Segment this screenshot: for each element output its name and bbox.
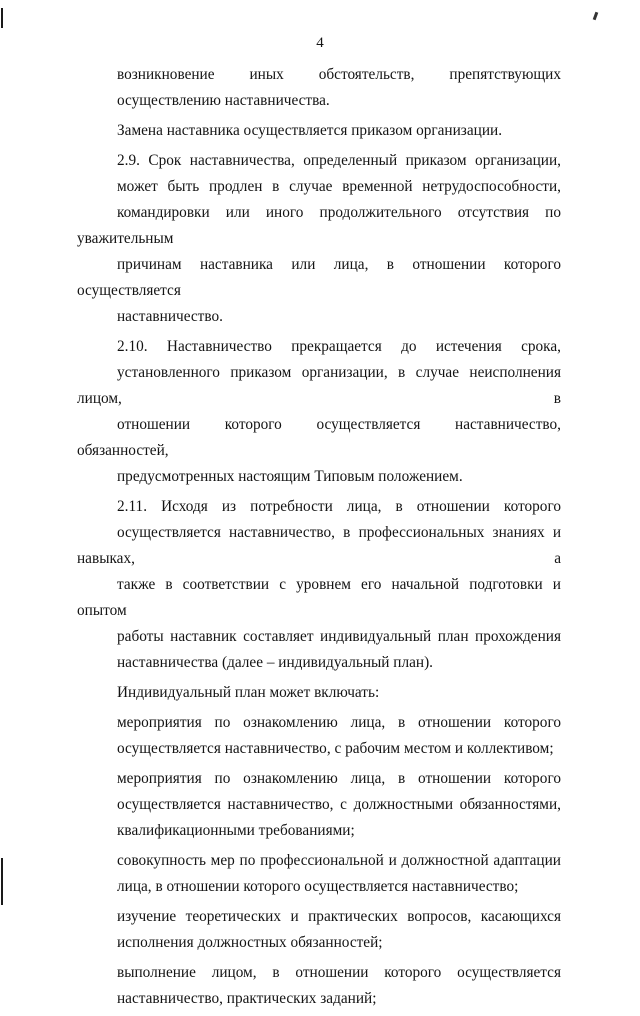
- text-line: осуществляется наставничество, с должностными обязанностями,: [117, 796, 561, 813]
- text-line: наставничества (далее – индивидуальный план).: [117, 654, 434, 671]
- text-line: изучение теоретических и практических вопросов, касающихся: [117, 908, 561, 925]
- paragraph: [77, 118, 561, 144]
- text-line: наставничество.: [117, 308, 223, 325]
- text-line: Индивидуальный план может включать:: [117, 684, 380, 701]
- text-line: командировки или иного продолжительного отсутствия по уважительным: [77, 204, 561, 247]
- paragraph: [77, 766, 561, 844]
- text-line: осуществлению наставничества.: [117, 92, 330, 109]
- paragraph: [77, 62, 561, 114]
- paragraph: [77, 960, 561, 1012]
- paragraph: [77, 904, 561, 956]
- text-line: квалификационными требованиями;: [117, 822, 355, 839]
- text-line: лица, в отношении которого осуществляется наставничество;: [117, 878, 519, 895]
- paragraph: [77, 334, 561, 490]
- paragraph: [77, 710, 561, 762]
- text-line: осуществляется наставничество, в профессиональных знаниях и навыках, а: [77, 524, 561, 567]
- document-body: [77, 62, 561, 1016]
- paragraph: [77, 148, 561, 330]
- text-line: также в соответствии с уровнем его начальной подготовки и опытом: [77, 576, 561, 619]
- scan-edge-top: [1, 8, 3, 28]
- text-line: 2.9. Срок наставничества, определенный приказом организации,: [117, 152, 561, 169]
- scan-edge-bottom: [1, 858, 3, 905]
- text-line: отношении которого осуществляется наставничество, обязанностей,: [77, 416, 561, 459]
- text-line: мероприятия по ознакомлению лица, в отношении которого: [117, 714, 561, 731]
- text-line: работы наставник составляет индивидуальный план прохождения: [117, 628, 561, 645]
- text-line: может быть продлен в случае временной нетрудоспособности,: [117, 178, 561, 195]
- paragraph: [77, 848, 561, 900]
- text-line: Замена наставника осуществляется приказом организации.: [117, 122, 503, 139]
- text-line: 2.10. Наставничество прекращается до истечения срока,: [117, 338, 561, 355]
- text-line: предусмотренных настоящим Типовым положением.: [117, 468, 463, 485]
- text-line: совокупность мер по профессиональной и должностной адаптации: [117, 852, 561, 869]
- text-line: причинам наставника или лица, в отношении которого осуществляется: [77, 256, 561, 299]
- text-line: выполнение лицом, в отношении которого осуществляется: [117, 964, 561, 981]
- paragraph: [77, 680, 561, 706]
- scan-speck: [593, 12, 599, 21]
- page-number: 4: [316, 35, 324, 51]
- text-line: осуществляется наставничество, с рабочим местом и коллективом;: [117, 740, 554, 757]
- text-line: возникновение иных обстоятельств, препятствующих: [117, 66, 561, 83]
- text-line: установленного приказом организации, в случае неисполнения лицом, в: [77, 364, 561, 407]
- paragraph: [77, 494, 561, 676]
- text-line: мероприятия по ознакомлению лица, в отношении которого: [117, 770, 561, 787]
- text-line: исполнения должностных обязанностей;: [117, 934, 383, 951]
- text-line: 2.11. Исходя из потребности лица, в отношении которого: [117, 498, 561, 515]
- text-line: наставничество, практических заданий;: [117, 990, 377, 1007]
